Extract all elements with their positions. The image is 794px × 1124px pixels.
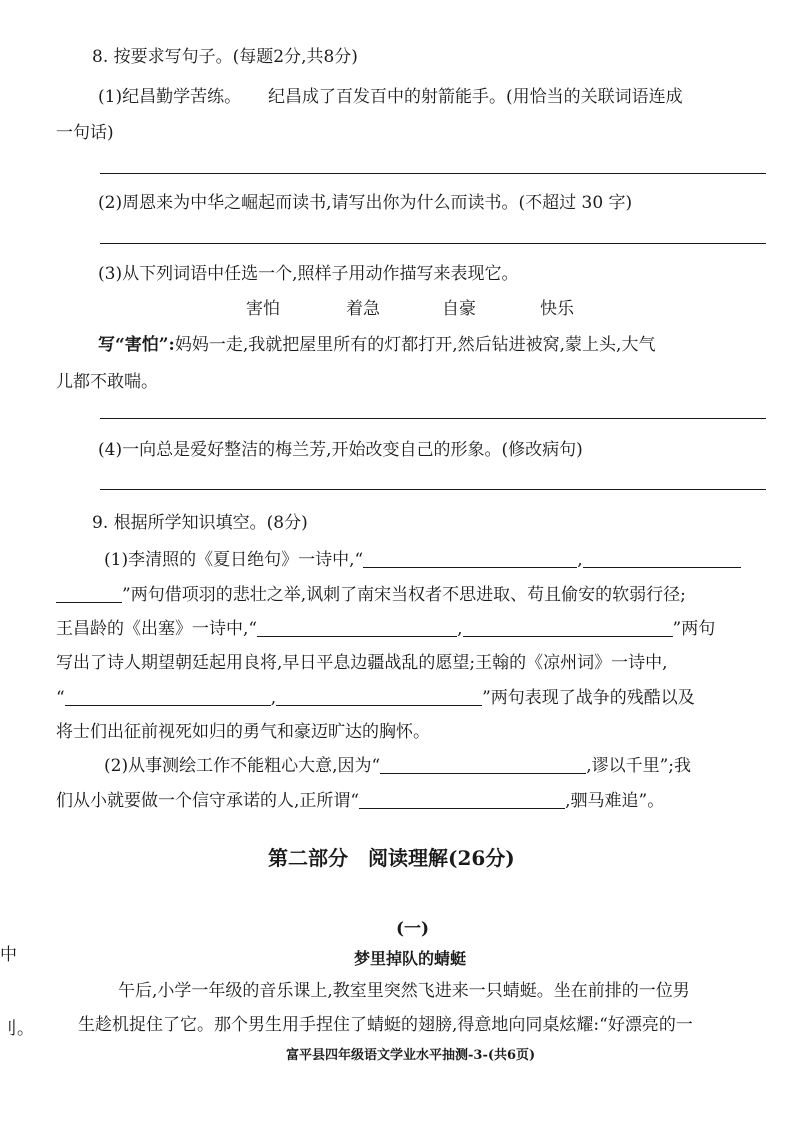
q9-text: ”两句表现了战争的残酷以及: [482, 688, 695, 708]
q9-text: ”两句借项羽的悲壮之举,讽刺了南宋当权者不思进取、苟且偷安的软弱行径;: [122, 585, 686, 605]
q9-text: ,驷马难追”。: [565, 791, 665, 811]
passage-title: 梦里掉队的蜻蜓: [354, 949, 467, 968]
q9-text: ,: [577, 550, 583, 570]
q8-4-text: (4)一向总是爱好整洁的梅兰芳,开始改变自己的形象。(修改病句): [98, 440, 583, 460]
word-option: 着急: [346, 299, 380, 319]
q8-1-part-a: (1)纪昌勤学苦练。: [98, 87, 242, 107]
q9-line-7: [104, 751, 691, 776]
q9-line-3: [56, 614, 715, 639]
q8-1-part-b: 纪昌成了百发百中的射箭能手。(用恰当的关联词语连成: [268, 87, 683, 107]
q8-3-answer-line[interactable]: [100, 418, 766, 419]
q9-line-5: [56, 683, 695, 708]
margin-fragment: 刂。: [0, 1019, 34, 1039]
page-footer: 富平县四年级语文学业水平抽测-3-(共6页): [286, 1048, 536, 1063]
fill-blank[interactable]: [65, 704, 271, 706]
q9-text: “: [56, 688, 65, 708]
margin-fragment: 中: [0, 945, 17, 965]
q8-3-text: (3)从下列词语中任选一个,照样子用动作描写来表现它。: [98, 264, 519, 284]
q8-4-answer-line[interactable]: [100, 489, 766, 490]
word-option: 快乐: [540, 299, 574, 319]
section-number: (一): [396, 919, 430, 939]
q9-text: 王昌龄的《出塞》一诗中,“: [56, 619, 258, 639]
q9-title: 9. 根据所学知识填空。(8分): [92, 513, 308, 533]
fill-blank[interactable]: [380, 772, 586, 774]
fill-blank[interactable]: [463, 635, 673, 637]
example-label: 写“害怕”:: [98, 335, 175, 355]
part2-heading: 第二部分 阅读理解(26分): [268, 846, 515, 870]
q9-text: (2)从事测绘工作不能粗心大意,因为“: [104, 756, 381, 776]
fill-blank[interactable]: [56, 601, 122, 603]
q8-1-part-c: 一句话): [56, 123, 114, 143]
word-option: 害怕: [246, 299, 280, 319]
passage-paragraph-line-1: 午后,小学一年级的音乐课上,教室里突然飞进来一只蜻蜓。坐在前排的一位男: [118, 981, 690, 1001]
q9-line-1: [104, 545, 741, 570]
example-text: 妈妈一走,我就把屋里所有的灯都打开,然后钻进被窝,蒙上头,大气: [174, 335, 656, 355]
fill-blank[interactable]: [359, 807, 565, 809]
fill-blank[interactable]: [583, 566, 741, 568]
q9-text: (1)李清照的《夏日绝句》一诗中,“: [104, 550, 364, 570]
passage-paragraph-line-2: 生趁机捉住了它。那个男生用手捏住了蜻蜓的翅膀,得意地向同桌炫耀:“好漂亮的一: [78, 1015, 693, 1035]
q8-2-answer-line[interactable]: [100, 243, 766, 244]
fill-blank[interactable]: [363, 566, 577, 568]
q8-title: 8. 按要求写句子。(每题2分,共8分): [92, 47, 358, 67]
q9-line-6: 将士们出征前视死如归的勇气和豪迈旷达的胸怀。: [56, 722, 430, 742]
q9-text: 们从小就要做一个信守承诺的人,正所谓“: [56, 791, 360, 811]
q9-text: ,: [270, 688, 277, 708]
q8-1-answer-line[interactable]: [100, 173, 766, 174]
fill-blank[interactable]: [257, 635, 457, 637]
q9-line-2: [56, 580, 686, 605]
q9-text: ,: [457, 619, 463, 639]
fill-blank[interactable]: [276, 704, 482, 706]
q8-2-text: (2)周恩来为中华之崛起而读书,请写出你为什么而读书。(不超过 30 字): [98, 193, 633, 213]
q9-line-8: [56, 786, 664, 811]
q9-text: ,谬以千里”;我: [586, 756, 692, 776]
example-sentence-line-1: [98, 330, 655, 355]
example-sentence-line-2: 儿都不敢喘。: [56, 372, 158, 392]
q9-text: ”两句: [672, 619, 716, 639]
word-option: 自豪: [442, 299, 476, 319]
q9-line-4: 写出了诗人期望朝廷起用良将,早日平息边疆战乱的愿望;王翰的《凉州词》一诗中,: [56, 653, 668, 673]
